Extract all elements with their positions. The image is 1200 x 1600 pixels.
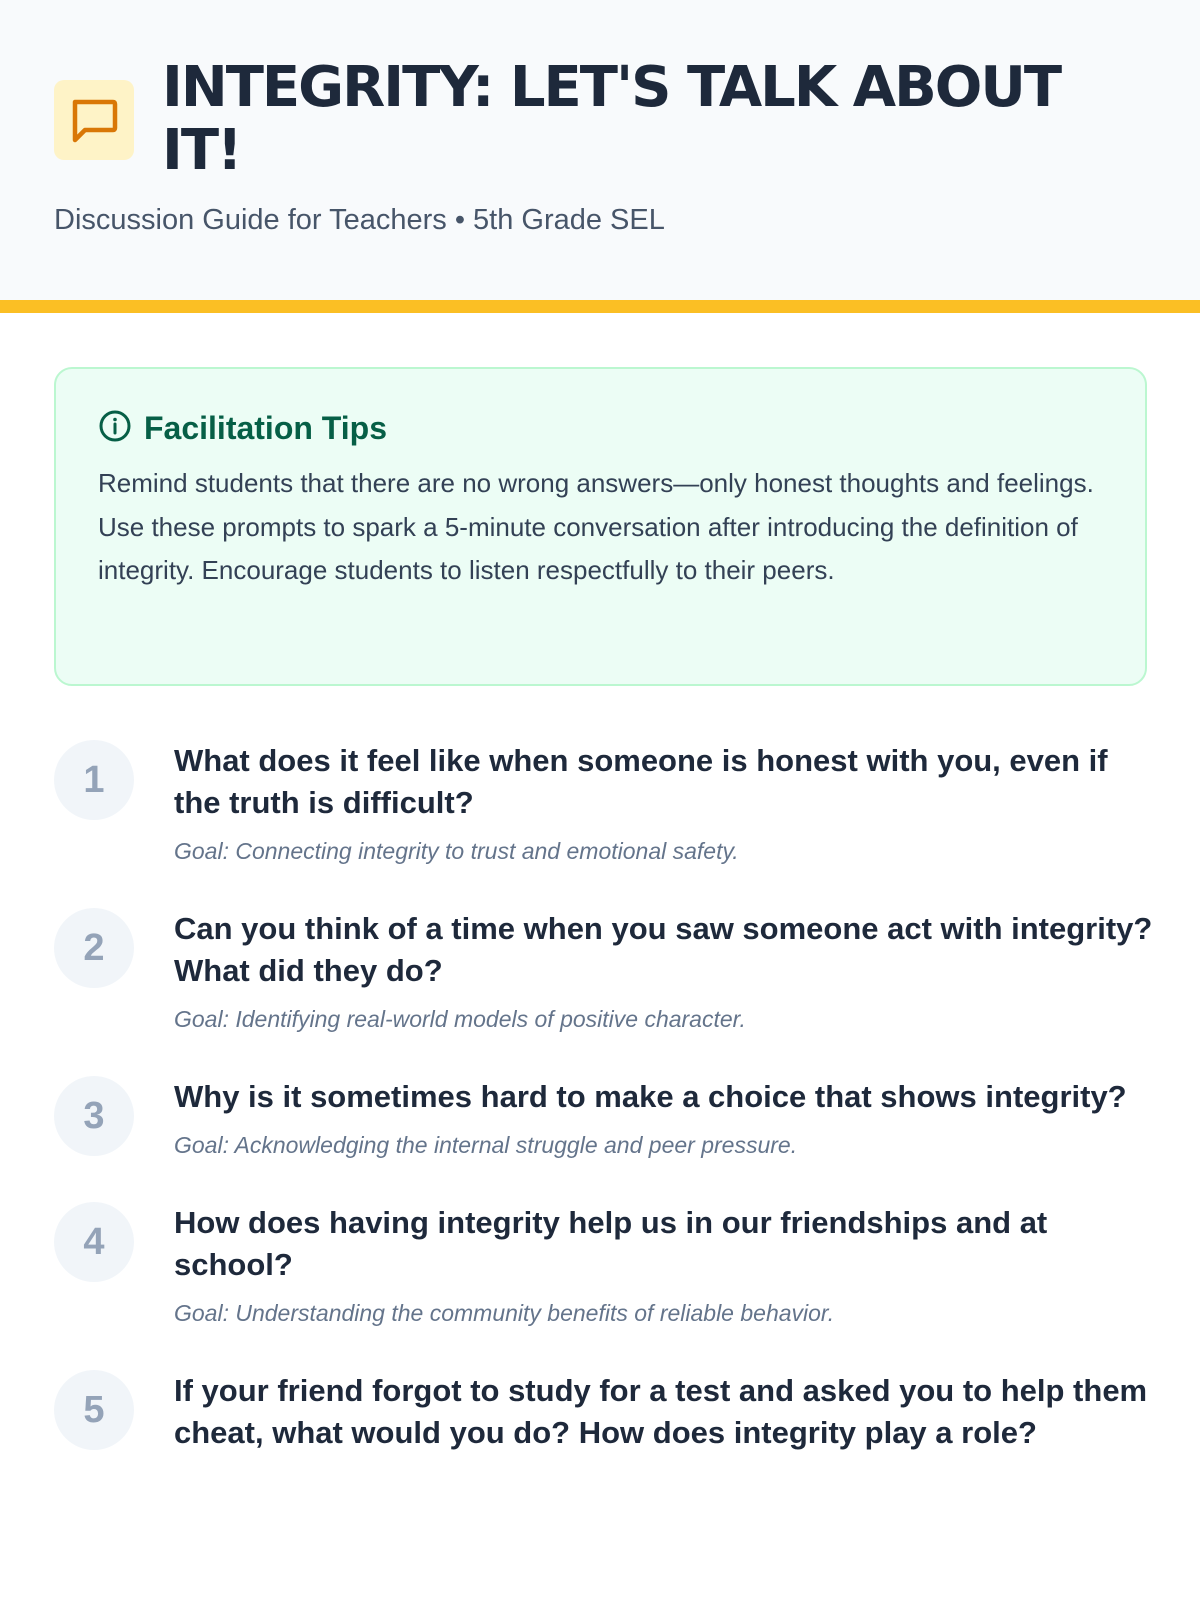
question-text: If your friend forgot to study for a test and asked you to help them cheat, what would you do? How does integrity play a role? — [174, 1373, 1148, 1450]
page-title: INTEGRITY: LET'S TALK ABOUT IT! — [162, 55, 1061, 183]
question-goal: Goal: Connecting integrity to trust and emotional safety. — [174, 838, 739, 864]
question-item — [54, 908, 1154, 1033]
questions-list — [54, 740, 1154, 1497]
question-body — [174, 1202, 1154, 1327]
page-header — [0, 0, 1200, 300]
question-number: 5 — [54, 1370, 134, 1450]
chat-bubble-icon — [54, 80, 134, 160]
facilitation-tips-box — [54, 367, 1147, 686]
question-item — [54, 740, 1154, 865]
question-item — [54, 1076, 1154, 1159]
question-body — [174, 1076, 1154, 1159]
tips-title: Facilitation Tips — [144, 410, 387, 446]
question-item — [54, 1370, 1154, 1454]
tips-heading — [98, 409, 1105, 448]
question-goal: Goal: Identifying real-world models of positive character. — [174, 1006, 746, 1032]
question-text: Why is it sometimes hard to make a choice that shows integrity? — [174, 1079, 1127, 1114]
page-subtitle: Discussion Guide for Teachers • 5th Grade SEL — [54, 204, 665, 236]
info-circle-icon-svg — [98, 409, 132, 443]
question-item — [54, 1202, 1154, 1327]
info-circle-icon — [98, 409, 132, 448]
question-number: 1 — [54, 740, 134, 820]
tips-text: Remind students that there are no wrong answers—only honest thoughts and feelings. Use these prompts to spark a 5-minute conversation after introducing the definition of integrity. Encourage students to listen respectfully to their peers. — [98, 468, 1094, 585]
question-body — [174, 908, 1154, 1033]
question-number: 2 — [54, 908, 134, 988]
question-body — [174, 740, 1154, 865]
accent-divider — [0, 300, 1200, 313]
header-row — [54, 56, 1146, 182]
question-text: Can you think of a time when you saw someone act with integrity? What did they do? — [174, 911, 1153, 988]
question-goal: Goal: Understanding the community benefits of reliable behavior. — [174, 1300, 835, 1326]
question-number: 3 — [54, 1076, 134, 1156]
question-text: How does having integrity help us in our friendships and at school? — [174, 1205, 1048, 1282]
question-body — [174, 1370, 1154, 1454]
question-number: 4 — [54, 1202, 134, 1282]
chat-bubble-icon-svg — [69, 96, 119, 144]
question-goal: Goal: Acknowledging the internal struggle and peer pressure. — [174, 1132, 798, 1158]
question-text: What does it feel like when someone is honest with you, even if the truth is difficult? — [174, 743, 1108, 820]
